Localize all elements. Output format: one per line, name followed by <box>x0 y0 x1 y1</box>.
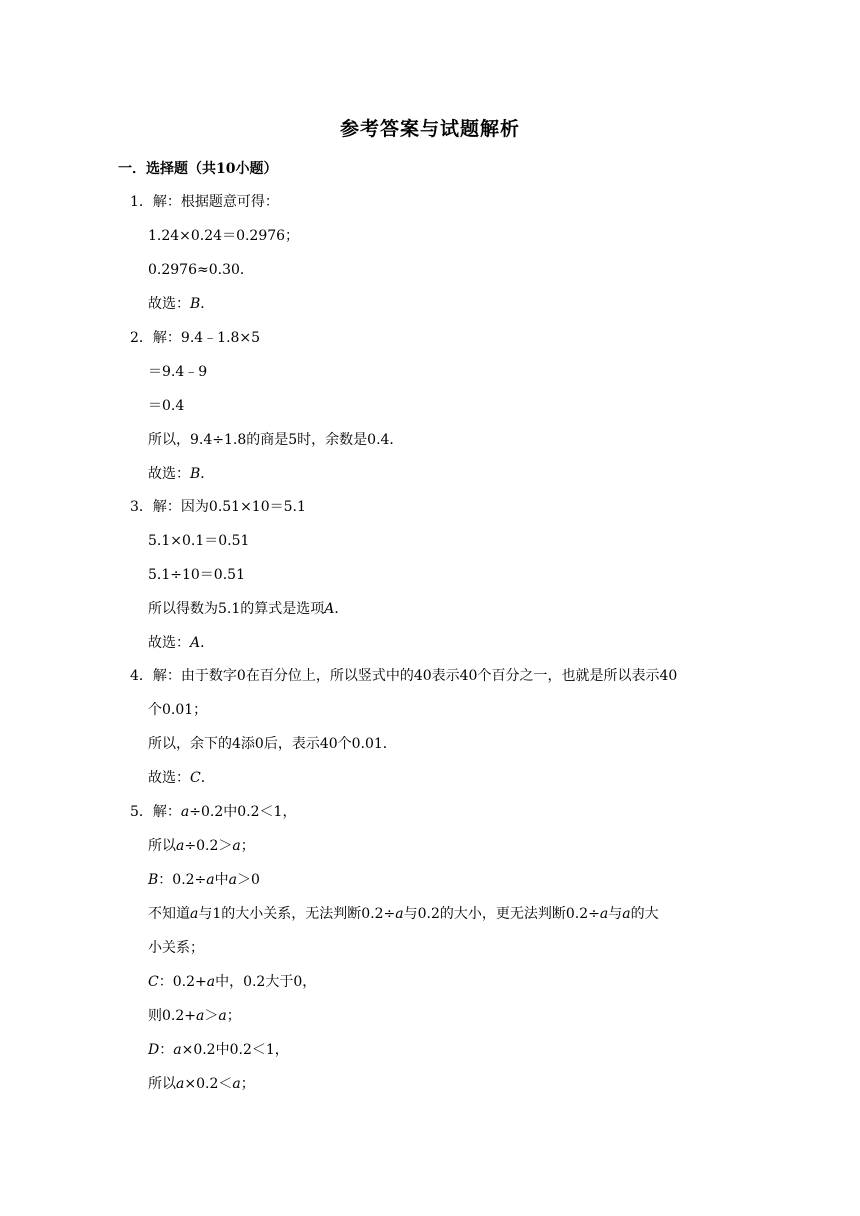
q2-line-1: ＝9.4﹣9 <box>148 364 208 380</box>
q2-head: 2．解：9.4﹣1.8×5 <box>130 330 261 346</box>
q5-option-b: B：0.2÷a中a＞0 <box>148 872 260 888</box>
q5-line-1: 所以a÷0.2＞a； <box>148 838 255 854</box>
q5-option-c: C：0.2+a中，0.2大于0， <box>148 974 317 990</box>
q5-line-6: 则0.2+a＞a； <box>148 1008 241 1024</box>
q4-line-2: 所以，余下的4添0后，表示40个0.01． <box>148 736 397 752</box>
q1-head: 1．解：根据题意可得： <box>130 194 279 210</box>
q3-line-3: 所以得数为5.1的算式是选项A． <box>148 601 349 617</box>
q1-line-2: 0.2976≈0.30． <box>148 262 254 278</box>
q3-head: 3．解：因为0.51×10＝5.1 <box>130 499 306 515</box>
section-heading: 一．选择题（共10小题） <box>118 161 278 177</box>
q5-option-d: D：a×0.2中0.2＜1， <box>148 1042 289 1058</box>
q1-answer: 故选：B． <box>148 296 215 312</box>
q4-head: 4．解：由于数字0在百分位上，所以竖式中的40表示40个百分之一，也就是所以表示40 <box>130 668 678 684</box>
q2-line-3: 所以，9.4÷1.8的商是5时，余数是0.4． <box>148 432 404 448</box>
q5-line-3: 不知道a与1的大小关系，无法判断0.2÷a与0.2的大小，更无法判断0.2÷a与a的大 <box>148 906 659 922</box>
q4-line-1: 个0.01； <box>148 702 208 718</box>
q1-line-1: 1.24×0.24＝0.2976； <box>148 228 300 244</box>
page-title: 参考答案与试题解析 <box>339 118 520 140</box>
q2-line-2: ＝0.4 <box>148 398 185 414</box>
q3-line-1: 5.1×0.1＝0.51 <box>148 533 250 549</box>
q5-line-8: 所以a×0.2＜a； <box>148 1076 255 1092</box>
q5-line-4: 小关系； <box>148 940 204 956</box>
q3-answer: 故选：A． <box>148 635 215 651</box>
q5-head: 5．解：a÷0.2中0.2＜1， <box>130 804 297 820</box>
q3-line-2: 5.1÷10＝0.51 <box>148 567 245 583</box>
q4-answer: 故选：C． <box>148 770 215 786</box>
q2-answer: 故选：B． <box>148 466 215 482</box>
